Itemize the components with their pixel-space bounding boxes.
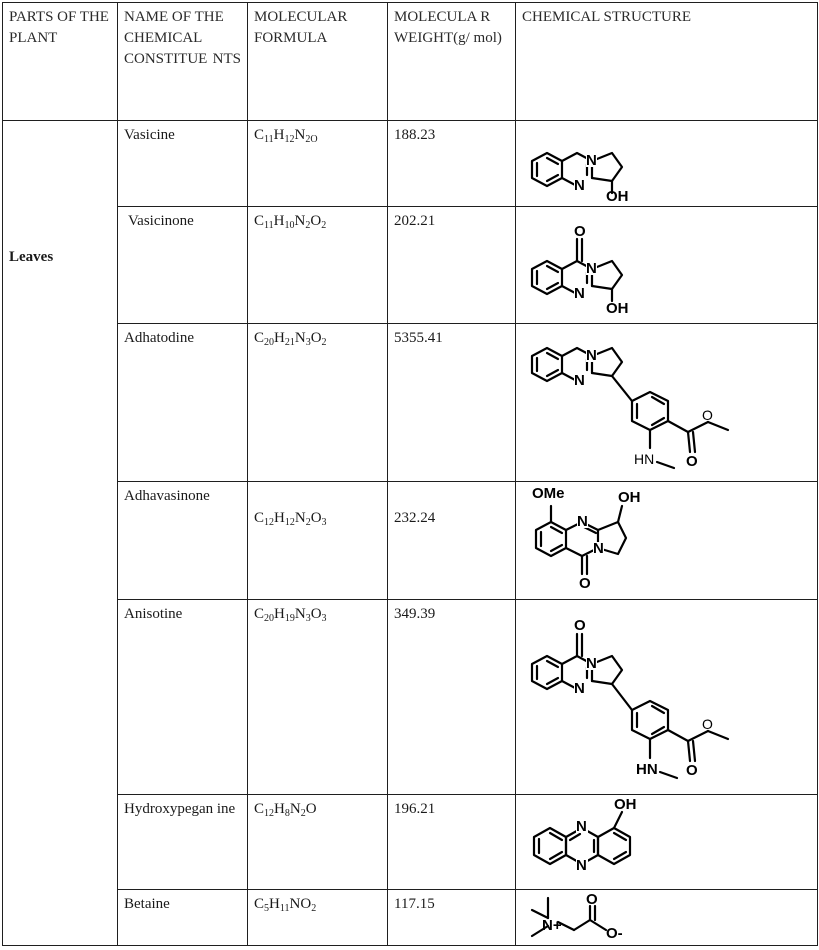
svg-text:N: N <box>574 177 585 194</box>
formula-subscript: 12 <box>284 517 295 528</box>
svg-text:OH: OH <box>606 188 629 201</box>
formula-element: O <box>310 213 322 229</box>
formula-element: H <box>274 606 285 622</box>
formula-subscript: 2 <box>311 903 317 914</box>
formula-element: C <box>254 213 265 229</box>
formula-element: N <box>294 127 306 143</box>
chemical-structure-cell <box>516 890 818 946</box>
molecular-formula <box>248 890 388 946</box>
constituent-name: Vasicine <box>118 121 248 207</box>
svg-text:O: O <box>579 575 591 592</box>
formula-subscript: 12 <box>264 517 275 528</box>
table-row <box>3 600 818 795</box>
svg-text:OH: OH <box>618 489 641 506</box>
formula-element: C <box>254 606 265 622</box>
vasicinone-structure <box>522 209 672 319</box>
adhatodine-structure <box>522 326 762 478</box>
formula-subscript: 11 <box>264 134 274 145</box>
chemical-structure-cell <box>516 121 818 207</box>
formula-element: C <box>254 801 265 817</box>
chemical-structure-cell <box>516 207 818 324</box>
formula-subscript: 10 <box>284 220 295 231</box>
molecular-formula <box>248 795 388 890</box>
formula-element: H <box>269 896 280 912</box>
svg-text:O: O <box>574 617 586 634</box>
svg-text:O: O <box>702 716 713 732</box>
svg-text:N: N <box>586 260 597 277</box>
formula-subscript: 12 <box>284 134 295 145</box>
formula-subscript: 11 <box>264 220 274 231</box>
table-row <box>3 324 818 482</box>
formula-subscript: 5 <box>264 903 270 914</box>
table-row <box>3 482 818 600</box>
formula-subscript: 3 <box>305 337 311 348</box>
svg-text:O: O <box>574 223 586 240</box>
header-weight: MOLECULA R WEIGHT(g/ mol) <box>388 3 516 121</box>
formula-element: C <box>254 896 265 912</box>
table-row <box>3 121 818 207</box>
formula-subscript: 19 <box>284 613 295 624</box>
formula-element: C <box>254 127 265 143</box>
formula-element: H <box>274 510 285 526</box>
header-formula: MOLECULAR FORMULA <box>248 3 388 121</box>
formula-subscript: 20 <box>264 613 275 624</box>
formula-subscript: 8 <box>284 808 290 819</box>
molecular-weight: 232.24 <box>388 482 516 600</box>
formula-subscript: 11 <box>279 903 290 914</box>
svg-text:N: N <box>574 372 585 389</box>
svg-text:N: N <box>586 655 597 672</box>
svg-text:N: N <box>577 513 588 530</box>
constituent-name: Vasicinone <box>118 207 248 324</box>
formula-subscript: 2 <box>321 337 327 348</box>
svg-text:N: N <box>574 680 585 697</box>
formula-element: N <box>289 896 301 912</box>
header-name: NAME OF THE CHEMICAL CONSTITUE NTS <box>118 3 248 121</box>
molecular-weight: 188.23 <box>388 121 516 207</box>
formula-element: O <box>305 801 317 817</box>
formula-subscript: 3 <box>321 613 327 624</box>
molecular-formula <box>248 482 388 600</box>
formula-subscript: 2 <box>300 808 306 819</box>
constituent-name: Adhatodine <box>118 324 248 482</box>
chemical-structure-cell <box>516 324 818 482</box>
plant-part-cell: Leaves <box>3 121 118 946</box>
formula-element: O <box>310 510 322 526</box>
constituent-name: Betaine <box>118 890 248 946</box>
table-row <box>3 207 818 324</box>
svg-text:O: O <box>686 762 698 779</box>
formula-subscript: 2 <box>305 517 311 528</box>
formula-element: H <box>273 213 285 229</box>
formula-subscript: 21 <box>284 337 295 348</box>
hydroxypeganine-structure <box>522 797 682 885</box>
constituent-name: Adhavasinone <box>118 482 248 600</box>
formula-subscript: 2 <box>305 220 311 231</box>
molecular-formula <box>248 324 388 482</box>
molecular-formula <box>248 121 388 207</box>
constituent-name: Anisotine <box>118 600 248 795</box>
chemical-structure-cell <box>516 795 818 890</box>
svg-text:N: N <box>574 285 585 302</box>
svg-text:OH: OH <box>614 797 637 813</box>
formula-element: N <box>294 510 306 526</box>
formula-element: H <box>274 330 285 346</box>
table-row <box>3 890 818 946</box>
svg-text:N: N <box>593 540 604 557</box>
formula-element: O <box>310 330 322 346</box>
header-part: PARTS OF THE PLANT <box>3 3 118 121</box>
formula-element: C <box>254 330 265 346</box>
molecular-weight: 196.21 <box>388 795 516 890</box>
anisotine-structure <box>522 602 762 790</box>
svg-text:N: N <box>586 152 597 169</box>
constituent-name: Hydroxypegan ine <box>118 795 248 890</box>
formula-subscript: 3 <box>321 517 327 528</box>
betaine-structure <box>522 892 652 942</box>
svg-text:O: O <box>702 407 713 423</box>
svg-text:N: N <box>576 857 587 874</box>
svg-text:O-: O- <box>606 925 623 942</box>
svg-text:N: N <box>586 347 597 364</box>
formula-element: O <box>310 606 322 622</box>
molecular-formula <box>248 207 388 324</box>
chemical-structure-cell <box>516 482 818 600</box>
formula-element: N <box>294 330 306 346</box>
svg-text:OMe: OMe <box>532 485 565 502</box>
formula-subscript: 12 <box>264 808 275 819</box>
constituents-table <box>2 2 818 946</box>
molecular-weight: 202.21 <box>388 207 516 324</box>
formula-element: O <box>300 896 312 912</box>
molecular-weight: 117.15 <box>388 890 516 946</box>
svg-text:O: O <box>686 453 698 470</box>
formula-element: N <box>294 606 306 622</box>
formula-subscript: 3 <box>305 613 311 624</box>
formula-element: N <box>294 213 306 229</box>
table-row <box>3 795 818 890</box>
formula-element: C <box>254 510 265 526</box>
chemical-structure-cell <box>516 600 818 795</box>
svg-text:N: N <box>576 818 587 835</box>
svg-text:HN: HN <box>634 451 655 467</box>
svg-text:HN: HN <box>636 761 658 778</box>
vasicine-structure <box>522 123 672 201</box>
formula-element: N <box>289 801 301 817</box>
molecular-weight: 5355.41 <box>388 324 516 482</box>
formula-element: H <box>273 127 285 143</box>
svg-text:N+: N+ <box>542 917 562 934</box>
header-row <box>3 3 818 121</box>
formula-subscript: 20 <box>264 337 275 348</box>
adhavasinone-structure <box>522 484 682 596</box>
molecular-formula <box>248 600 388 795</box>
formula-element: H <box>274 801 285 817</box>
formula-subscript: 2 <box>321 220 327 231</box>
formula-subscript: 2O <box>305 134 318 145</box>
svg-text:O: O <box>586 892 598 908</box>
header-structure: CHEMICAL STRUCTURE <box>516 3 818 121</box>
molecular-weight: 349.39 <box>388 600 516 795</box>
svg-text:OH: OH <box>606 300 629 317</box>
